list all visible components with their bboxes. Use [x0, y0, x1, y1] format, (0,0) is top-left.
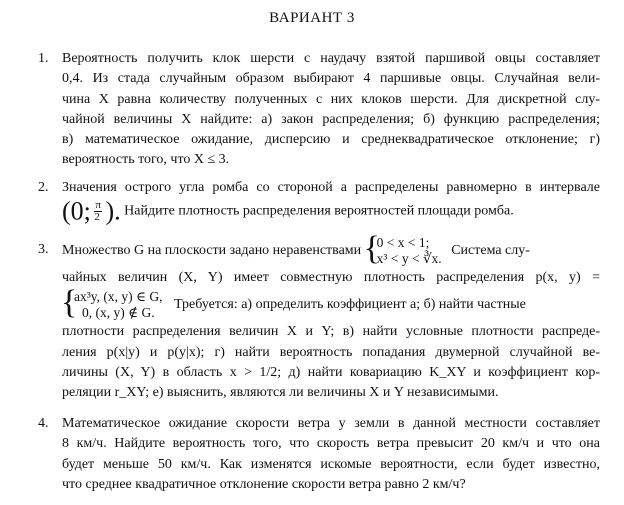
- text-line: плотности распределения величин X и Y; в) найти условные плотности распреде-: [62, 324, 600, 340]
- text-line: личины (X, Y) в область x > 1/2; д) найти ковариацию K_XY и коэффициент кор-: [62, 364, 600, 380]
- interval-open: (0;: [62, 196, 91, 226]
- text-line: [62, 288, 600, 322]
- text-line: чина X равна количеству полученных с них клоков шерсти. Для дискретной слу-: [62, 91, 600, 107]
- text-line: Значения острого угла ромба со стороной a распределены равномерно в интервале: [62, 180, 600, 195]
- fraction-numerator: π: [95, 199, 101, 212]
- text-line: Вероятность получить клок шерсти с наудачу взятой паршивой овцы составляет: [62, 51, 600, 66]
- text-line: реляции r_XY; е) выяснить, являются ли величины X и Y независимыми.: [62, 385, 499, 401]
- problem-text: [62, 49, 600, 171]
- text-line: ления p(x|y) и p(y|x); г) найти вероятность попадания двумерной случайной ве-: [62, 344, 600, 360]
- problem-text: [62, 414, 600, 495]
- problem-number: 4.: [38, 416, 49, 431]
- problem-text: [62, 178, 600, 226]
- text-line: чайных величин (X, Y) имеет совместную плотность распределения p(x, y) =: [62, 270, 600, 285]
- case-2: 0, (x, y) ∉ G.: [82, 305, 155, 321]
- problem-number: 2.: [38, 180, 49, 195]
- variant-title: ВАРИАНТ 3: [269, 10, 355, 26]
- text-line: 0,4. Из стада случайным образом выбирают 4 паршивые овцы. Случайная вели-: [62, 71, 600, 87]
- inequality-system: [365, 235, 442, 267]
- text-fragment: Требуется: а) определить коэффициент a; б) найти частные: [174, 297, 526, 313]
- inequality-1: { 0 < x < 1;: [376, 234, 430, 250]
- text-line: чайной величины X найдите: а) закон распределения; б) функцию распределения;: [62, 111, 600, 127]
- text-fragment: Множество G на плоскости задано неравенствами: [62, 243, 362, 258]
- interval-close: ).: [105, 196, 121, 226]
- text-line: [62, 234, 600, 268]
- text-line: [62, 196, 600, 226]
- problem-text: [62, 234, 600, 403]
- density-cases: [62, 289, 163, 321]
- fraction-denominator: 2: [94, 211, 100, 224]
- text-line: 8 км/ч. Найдите вероятность того, что скорость ветра превысит 20 км/ч и что она: [62, 436, 600, 452]
- text-line: будет меньше 50 км/ч. Как изменятся искомые вероятности, если будет известно,: [62, 456, 600, 472]
- inequality-2: x³ < y < ∛x.: [376, 250, 442, 266]
- text-fragment: Найдите плотность распределения вероятностей площади ромба.: [124, 204, 514, 220]
- pi-over-two-fraction: [94, 200, 102, 223]
- case-1: { ax³y, (x, y) ∈ G,: [74, 289, 163, 305]
- text-line: что среднее квадратичное отклонение скорости ветра равно 2 км/ч?: [62, 476, 466, 492]
- text-fragment: Система слу-: [451, 243, 530, 258]
- text-line: Математическое ожидание скорости ветра у земли в данной местности составляет: [62, 416, 600, 431]
- text-line: в) математическое ожидание, дисперсию и среднеквадратическое отклонение; г): [62, 132, 600, 148]
- text-line: вероятность того, что X ≤ 3.: [62, 152, 230, 168]
- problem-number: 1.: [38, 51, 49, 66]
- problem-number: 3.: [38, 242, 49, 257]
